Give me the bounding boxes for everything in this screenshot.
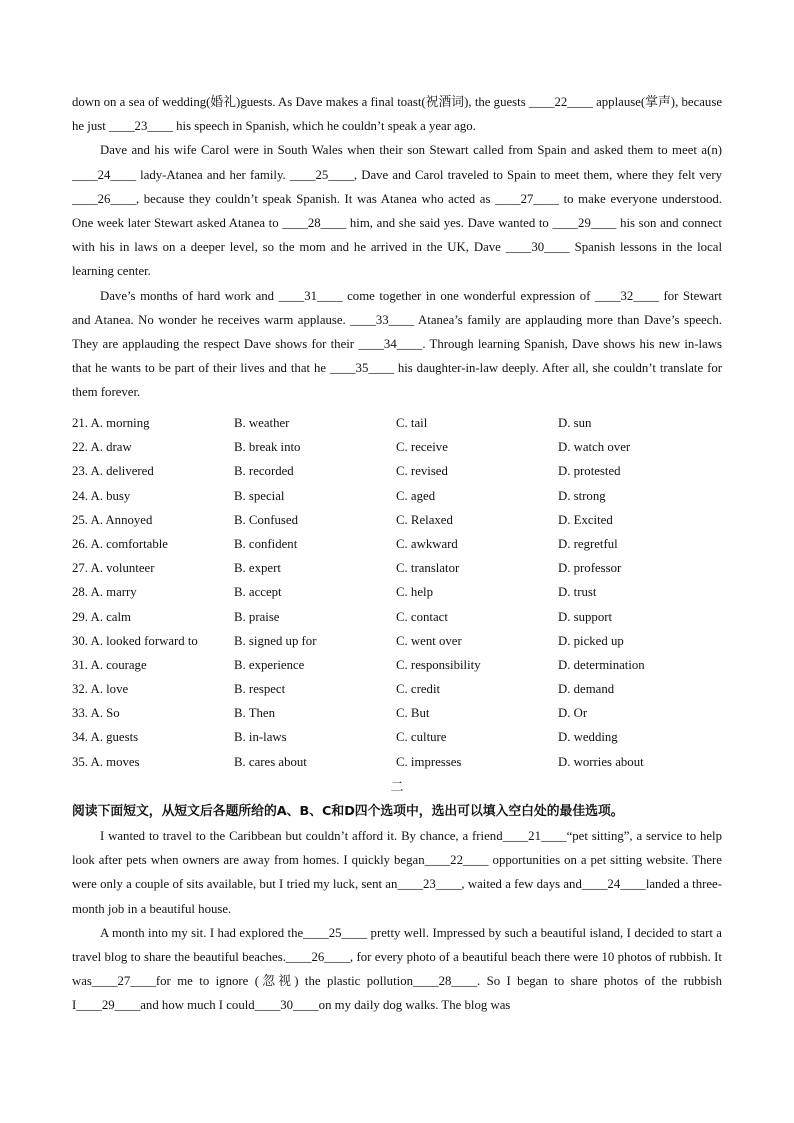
option-d: D. picked up bbox=[558, 633, 624, 648]
option-b: B. confident bbox=[234, 536, 298, 551]
option-a: 32. A. love bbox=[72, 682, 129, 697]
option-d: D. regretful bbox=[558, 536, 618, 551]
option-b: B. experience bbox=[234, 657, 305, 672]
option-a: 21. A. morning bbox=[72, 416, 150, 430]
passage1-paragraph-1: Dave and his wife Carol were in South Wales when their son Stewart called from Spain and asked them to meet a(n) ____24____ lady-Atanea and her family. ____25____, Dave and Carol traveled to Spain to meet them, where they felt very ____26____, because they couldn’t speak Spanish. It was Atanea who acted as ____27____ to make everyone understood. One week later Stewart asked Atanea to ____28____ him, and she said yes. Dave wanted to ____29____ his son and connect with his in laws on a deeper level, so the mom and he arrived in the UK, Dave ____30____ Spanish lessons in the local learning center. bbox=[72, 143, 722, 279]
option-c: C. Relaxed bbox=[396, 512, 453, 527]
option-b: B. Then bbox=[234, 706, 275, 721]
option-d: D. strong bbox=[558, 488, 606, 503]
option-row bbox=[72, 629, 722, 653]
option-a: 22. A. draw bbox=[72, 440, 132, 455]
option-d: D. Excited bbox=[558, 512, 613, 527]
option-d: D. trust bbox=[558, 585, 597, 600]
option-c: C. credit bbox=[396, 682, 441, 697]
option-b: B. recorded bbox=[234, 464, 294, 479]
option-a: 34. A. guests bbox=[72, 730, 139, 745]
option-d: D. demand bbox=[558, 682, 615, 697]
option-a: 24. A. busy bbox=[72, 488, 131, 503]
option-a: 26. A. comfortable bbox=[72, 536, 168, 551]
option-c: C. receive bbox=[396, 440, 448, 455]
option-row bbox=[72, 701, 722, 725]
option-c: C. responsibility bbox=[396, 657, 481, 672]
option-row bbox=[72, 750, 722, 774]
option-d: D. protested bbox=[558, 464, 621, 479]
option-b: B. praise bbox=[234, 609, 280, 624]
option-a: 25. A. Annoyed bbox=[72, 512, 153, 527]
section-two-title: 二 bbox=[390, 779, 404, 794]
option-row bbox=[72, 556, 722, 580]
option-c: C. impresses bbox=[396, 754, 462, 769]
option-a: 23. A. delivered bbox=[72, 464, 154, 479]
option-row bbox=[72, 677, 722, 701]
option-row bbox=[72, 725, 722, 749]
option-a: 27. A. volunteer bbox=[72, 561, 155, 576]
option-a: 35. A. moves bbox=[72, 754, 140, 769]
option-c: C. translator bbox=[396, 561, 460, 576]
option-a: 30. A. looked forward to bbox=[72, 633, 198, 648]
passage-two bbox=[72, 824, 722, 1018]
option-row bbox=[72, 411, 722, 435]
option-b: B. accept bbox=[234, 585, 282, 600]
option-c: C. help bbox=[396, 585, 433, 600]
option-d: D. worries about bbox=[558, 754, 644, 769]
passage2-paragraph-2: A month into my sit. I had explored the____25____ pretty well. Impressed by such a beautiful island, I decided to start a travel blog to share the beautiful beaches.____26____, for every photo of a beautiful beach there were 10 photos of rubbish. It was____27____for me to ignore (忽视) the plastic pollution____28____. So I began to share photos of the rubbish I____29____and how much I could____30____on my daily dog walks. The blog was bbox=[72, 925, 722, 1013]
option-d: D. watch over bbox=[558, 440, 631, 455]
option-b: B. expert bbox=[234, 561, 281, 576]
option-b: B. signed up for bbox=[234, 633, 317, 648]
option-c: C. awkward bbox=[396, 536, 458, 551]
passage1-paragraph-2: Dave’s months of hard work and ____31____ come together in one wonderful expression of ____32____ for Stewart and Atanea. No wonder he receives warm applause. ____33____ Atanea’s family are applauding more than Dave’s speech. They are applauding the respect Dave shows for their ____34____. Through learning Spanish, Dave shows his new in-laws that he wants to be part of their lives and that he ____35____ his daughter-in-law deeply. After all, she couldn’t translate for them forever. bbox=[72, 288, 722, 400]
option-row bbox=[72, 605, 722, 629]
option-row bbox=[72, 484, 722, 508]
option-b: B. in-laws bbox=[234, 730, 287, 745]
options-table bbox=[72, 411, 722, 774]
option-b: B. special bbox=[234, 488, 285, 503]
option-d: D. professor bbox=[558, 561, 622, 576]
option-row bbox=[72, 580, 722, 604]
option-d: D. determination bbox=[558, 657, 645, 672]
option-row bbox=[72, 435, 722, 459]
option-d: D. sun bbox=[558, 416, 592, 430]
passage-one bbox=[72, 90, 722, 405]
option-d: D. wedding bbox=[558, 730, 618, 745]
option-b: B. cares about bbox=[234, 754, 307, 769]
option-c: C. contact bbox=[396, 609, 448, 624]
option-row bbox=[72, 508, 722, 532]
option-c: C. revised bbox=[396, 464, 448, 479]
option-a: 28. A. marry bbox=[72, 585, 137, 600]
option-a: 31. A. courage bbox=[72, 657, 147, 672]
option-c: C. culture bbox=[396, 730, 447, 745]
option-d: D. support bbox=[558, 609, 613, 624]
option-b: B. respect bbox=[234, 682, 286, 697]
option-c: C. went over bbox=[396, 633, 462, 648]
option-b: B. weather bbox=[234, 416, 290, 430]
option-row bbox=[72, 653, 722, 677]
option-b: B. break into bbox=[234, 440, 301, 455]
option-c: C. aged bbox=[396, 488, 436, 503]
option-c: C. But bbox=[396, 706, 430, 721]
passage1-paragraph-0: down on a sea of wedding(婚礼)guests. As Dave makes a final toast(祝酒词), the guests ____22____ applause(掌声), because he just ____23____ his speech in Spanish, which he couldn’t speak a year ago. bbox=[72, 95, 722, 134]
option-b: B. Confused bbox=[234, 512, 298, 527]
option-c: C. tail bbox=[396, 416, 428, 430]
option-row bbox=[72, 459, 722, 483]
option-row bbox=[72, 532, 722, 556]
option-d: D. Or bbox=[558, 706, 588, 721]
option-a: 29. A. calm bbox=[72, 609, 131, 624]
option-a: 33. A. So bbox=[72, 706, 120, 721]
passage2-paragraph-1: I wanted to travel to the Caribbean but couldn’t afford it. By chance, a friend____21____“pet sitting”, a service to help look after pets when owners are away from homes. I quickly began____22____ opportunities on a pet sitting website. There were only a couple of sits available, but I tried my luck, sent an____23____, waited a few days and____24____landed a three-month job in a beautiful house. bbox=[72, 829, 722, 916]
section-two-instruction: 阅读下面短文，从短文后各题所给的A、B、C和D四个选项中，选出可以填入空白处的最佳选项。 bbox=[72, 804, 624, 819]
